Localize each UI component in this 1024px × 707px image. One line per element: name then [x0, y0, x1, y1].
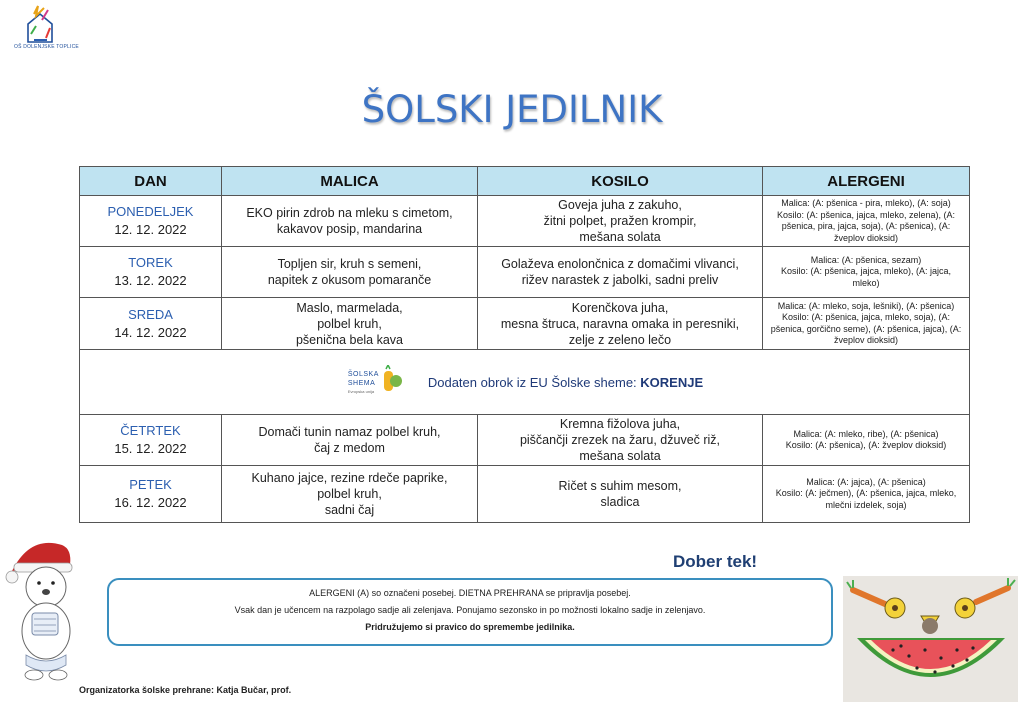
malica-line: polbel kruh,: [317, 487, 382, 501]
alergeni-line: pšenica, pira, jajca, soja), (A: pšenica), (A:: [781, 221, 951, 231]
alergeni-line: pšenica, gorčično seme), (A: pšenica, jajca), (A:: [770, 323, 962, 334]
kosilo-line: mešana solata: [579, 449, 661, 463]
dober-tek-text: Dober tek!: [673, 552, 758, 571]
kosilo-line: sladica: [600, 495, 640, 509]
scheme-logo-line3: Evropska unija: [347, 389, 375, 394]
day-name: SREDA: [128, 306, 173, 322]
alergeni-line: mlečni izdelek, soja): [825, 499, 907, 510]
alergeni-line: Kosilo: (A: pšenica, jajca, mleko), (A: jajca,: [780, 266, 952, 277]
table-header-row: [80, 167, 970, 196]
day-date: 16. 12. 2022: [114, 495, 187, 510]
alergeni-line: Malica: (A: pšenica, sezam): [810, 254, 922, 265]
extra-meal-item: KORENJE: [640, 374, 704, 390]
menu-table: [79, 166, 970, 523]
malica-cell: [222, 196, 478, 247]
malica-line: Kuhano jajce, rezine rdeče paprike,: [251, 471, 448, 485]
kosilo-line: žitni polpet, pražen krompir,: [543, 214, 697, 228]
kosilo-line: Korenčkova juha,: [571, 300, 669, 315]
alergeni-line: Malica: (A: mleko, ribe), (A: pšenica): [793, 428, 939, 439]
scheme-logo-line2: SHEMA: [347, 380, 376, 387]
day-name: TOREK: [128, 255, 173, 270]
watermelon-face-drawing: [843, 576, 1018, 702]
malica-cell: [222, 466, 478, 523]
alergeni-line: Kosilo: (A: pšenica, jajca, mleko, soja), (A:: [781, 312, 951, 322]
alergeni-line: Malica: (A: jajca), (A: pšenica): [806, 476, 926, 487]
kosilo-line: rižev narastek z jabolki, sadni preliv: [521, 273, 719, 287]
malica-line: EKO pirin zdrob na mleku s cimetom,: [246, 206, 453, 220]
kosilo-cell: [478, 415, 763, 466]
day-name: ČETRTEK: [120, 423, 181, 438]
malica-line: Maslo, marmelada,: [296, 300, 403, 315]
alergeni-line: mleko): [852, 277, 880, 288]
day-cell: [80, 196, 222, 247]
extra-meal-prefix: Dodaten obrok iz EU Šolske sheme:: [427, 374, 637, 390]
kosilo-line: piščančji zrezek na žaru, džuveč riž,: [519, 433, 721, 447]
note-line-1: ALERGENI (A) so označeni posebej. DIETNA PREHRANA se pripravlja posebej.: [309, 588, 631, 598]
alergeni-cell: [763, 298, 970, 350]
note-line-2: Vsak dan je učencem na razpolago sadje ali zelenjava. Ponujamo sezonsko in po možnosti lokalno sadje in zelenjavo.: [234, 605, 706, 615]
kosilo-line: zelje z zeleno lečo: [568, 332, 672, 347]
day-name: PETEK: [129, 477, 172, 492]
extra-meal-cell: [80, 350, 970, 415]
alergeni-line: Kosilo: (A: pšenica, jajca, mleko, zelena), (A:: [776, 209, 956, 220]
logo-text: OŠ DOLENJSKE TOPLICE: [14, 44, 79, 50]
alergeni-line: Malica: (A: mleko, soja, lešniki), (A: pšenica): [777, 300, 955, 311]
kosilo-line: Golaževa enolončnica z domačimi vlivanci,: [501, 257, 739, 271]
kosilo-line: Ričet s suhim mesom,: [558, 479, 682, 493]
malica-line: sadni čaj: [324, 503, 375, 517]
malica-line: kakavov posip, mandarina: [276, 222, 423, 236]
malica-cell: [222, 415, 478, 466]
table-row: [80, 196, 970, 247]
kosilo-cell: [478, 466, 763, 523]
school-scheme-logo: [346, 365, 406, 399]
alergeni-cell: [763, 247, 970, 298]
table-row: [80, 247, 970, 298]
table-row: [80, 466, 970, 523]
header-malica: MALICA: [222, 167, 478, 196]
malica-line: polbel kruh,: [317, 316, 382, 331]
day-cell: [80, 298, 222, 350]
alergeni-line: žveplov dioksid): [833, 335, 899, 345]
alergeni-line: Kosilo: (A: pšenica), (A: žveplov dioksid): [785, 440, 947, 450]
day-date: 15. 12. 2022: [114, 441, 187, 456]
day-name: PONEDELJEK: [107, 204, 194, 219]
extra-meal-row: [80, 350, 970, 415]
malica-line: čaj z medom: [314, 441, 385, 455]
malica-line: Domači tunin namaz polbel kruh,: [258, 425, 441, 439]
alergeni-cell: [763, 466, 970, 523]
extra-meal-text: [428, 375, 703, 390]
info-note-box: [107, 578, 833, 646]
alergeni-cell: [763, 196, 970, 247]
malica-line: Topljen sir, kruh s semeni,: [277, 257, 422, 271]
table-row: [80, 415, 970, 466]
santa-bear-illustration: [0, 535, 100, 685]
kosilo-cell: [478, 247, 763, 298]
kosilo-cell: [478, 196, 763, 247]
day-cell: [80, 466, 222, 523]
day-date: 13. 12. 2022: [114, 273, 187, 288]
scheme-logo-line1: ŠOLSKA: [347, 371, 379, 378]
kosilo-line: mešana solata: [579, 230, 661, 244]
malica-line: pšenična bela kava: [295, 332, 404, 347]
alergeni-cell: [763, 415, 970, 466]
day-cell: [80, 415, 222, 466]
note-line-3: Pridružujemo si pravico do spremembe jedilnika.: [365, 622, 575, 632]
malica-line: napitek z okusom pomaranče: [267, 273, 432, 287]
kosilo-line: Goveja juha z zakuho,: [558, 198, 682, 212]
header-kosilo: KOSILO: [478, 167, 763, 196]
day-cell: [80, 247, 222, 298]
header-alergeni: ALERGENI: [763, 167, 970, 196]
kosilo-line: mesna štruca, naravna omaka in peresniki,: [500, 316, 740, 331]
day-date: 12. 12. 2022: [114, 222, 187, 237]
alergeni-line: žveplov dioksid): [833, 232, 899, 243]
alergeni-line: Malica: (A: pšenica - pira, mleko), (A: soja): [781, 198, 951, 208]
malica-cell: [222, 247, 478, 298]
day-date: 14. 12. 2022: [114, 324, 187, 340]
kosilo-line: Kremna fižolova juha,: [559, 417, 681, 431]
organizer-credit: Organizatorka šolske prehrane: Katja Bučar, prof.: [79, 685, 292, 695]
page-title: ŠOLSKI JEDILNIK: [361, 88, 663, 131]
alergeni-line: Kosilo: (A: ječmen), (A: pšenica, jajca, mleko,: [775, 488, 957, 499]
kosilo-cell: [478, 298, 763, 350]
table-row: [80, 298, 970, 350]
malica-cell: [222, 298, 478, 350]
header-dan: DAN: [80, 167, 222, 196]
